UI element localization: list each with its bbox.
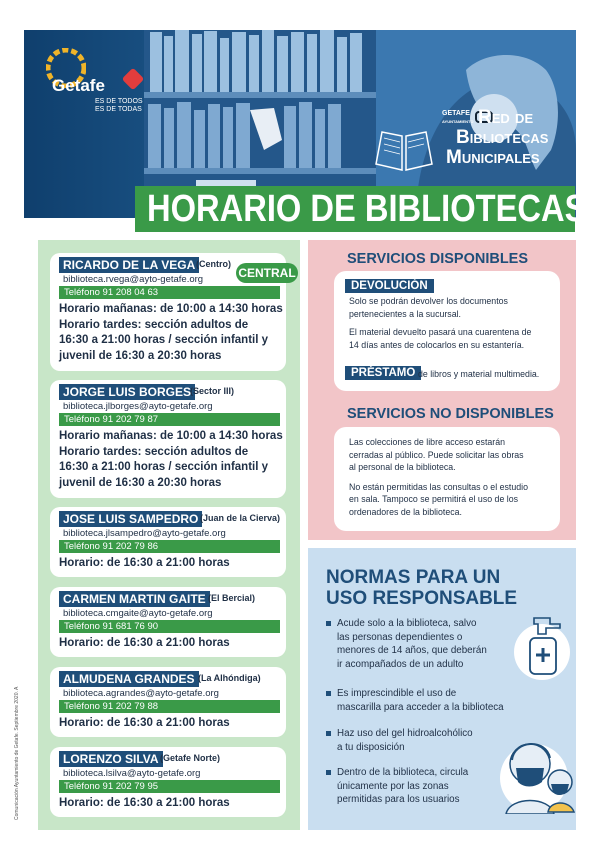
library-phone[interactable]: Teléfono 91 202 79 86 — [59, 540, 280, 553]
rule-item: Haz uso del gel hidroalcohólico a tu disposición — [328, 727, 508, 754]
network-title: Red de Bibliotecas Municipales — [446, 107, 549, 168]
open-book-icon — [374, 130, 434, 174]
logo-tagline: ES DE TODOS ES DE TODAS — [95, 98, 143, 113]
library-email[interactable]: biblioteca.cmgaite@ayto-getafe.org — [63, 608, 213, 619]
services-unavailable-heading: SERVICIOS NO DISPONIBLES — [347, 406, 554, 422]
library-zone: (Centro) — [196, 259, 231, 269]
masked-people-icon — [496, 722, 578, 814]
library-email[interactable]: biblioteca.rvega@ayto-getafe.org — [63, 274, 204, 285]
library-zone: (La Alhóndiga) — [198, 673, 261, 683]
library-name: RICARDO DE LA VEGA — [59, 257, 199, 273]
library-hours: Horario: de 16:30 a 21:00 horas — [59, 557, 230, 569]
library-zone: (El Bercial) — [208, 593, 256, 603]
library-hours: Horario mañanas: de 10:00 a 14:30 horas Horario tardes: sección adultos de 16:30 a 21:00 horas / sección infantil y juvenil de 16:30 a 20:30 horas — [59, 430, 283, 489]
rules-title: NORMAS PARA UN USO RESPONSABLE — [326, 567, 518, 609]
library-phone[interactable]: Teléfono 91 202 79 87 — [59, 413, 280, 426]
library-name: ALMUDENA GRANDES — [59, 671, 199, 687]
ayuntamiento-label: GETAFE AYUNTAMIENTO — [442, 110, 474, 124]
library-email[interactable]: biblioteca.jlborges@ayto-getafe.org — [63, 401, 213, 412]
sanitizer-icon — [510, 612, 570, 682]
credit-text: Comunicación Ayuntamiento de Getafe. Septiembre 2020. A — [14, 686, 20, 820]
return-label: DEVOLUCIÓN — [345, 279, 434, 293]
loan-label: PRÉSTAMO — [345, 366, 421, 380]
library-zone: (Getafe Norte) — [160, 753, 221, 763]
library-phone[interactable]: Teléfono 91 681 76 90 — [59, 620, 280, 633]
library-hours: Horario: de 16:30 a 21:00 horas — [59, 637, 230, 649]
unavailable-text: Las colecciones de libre acceso estarán cerradas al público. Puede solicitar las obras al personal de la biblioteca. No están permitidas las consultas o el estudio en sala. Tampoco se permitirá el uso de los ordenadores de la biblioteca. — [349, 437, 528, 517]
library-email[interactable]: biblioteca.agrandes@ayto-getafe.org — [63, 688, 219, 699]
library-hours: Horario: de 16:30 a 21:00 horas — [59, 717, 230, 729]
library-phone[interactable]: Teléfono 91 202 79 88 — [59, 700, 280, 713]
library-card — [50, 747, 286, 817]
central-badge: CENTRAL — [236, 263, 298, 283]
logo-name: Getafe — [52, 76, 105, 95]
library-name: JOSE LUIS SAMPEDRO — [59, 511, 202, 527]
page-title-bar — [135, 186, 587, 232]
library-card — [50, 507, 286, 577]
page-title: HORARIO DE BIBLIOTECAS — [147, 187, 587, 230]
library-name: CARMEN MARTIN GAITE — [59, 591, 210, 607]
library-card — [50, 380, 286, 498]
library-name: JORGE LUIS BORGES — [59, 384, 195, 400]
rule-item: Dentro de la biblioteca, circula únicamente por las zonas permitidas para los usuarios — [328, 766, 508, 807]
library-phone[interactable]: Teléfono 91 208 04 63 — [59, 286, 280, 299]
library-card — [50, 587, 286, 657]
library-zone: (Juan de la Cierva) — [200, 513, 281, 523]
return-text: Solo se podrán devolver los documentos pertenecientes a la sucursal. El material devuelto pasará una cuarentena de 14 días antes de colocarlos en su estantería. — [349, 296, 532, 350]
library-name: LORENZO SILVA — [59, 751, 163, 767]
rule-item: Es imprescindible el uso de mascarilla para acceder a la biblioteca — [328, 687, 528, 714]
library-zone: (Sector III) — [190, 386, 235, 396]
library-email[interactable]: biblioteca.jlsampedro@ayto-getafe.org — [63, 528, 226, 539]
loan-text: de libros y material multimedia. — [418, 369, 540, 379]
library-card — [50, 667, 286, 737]
library-email[interactable]: biblioteca.lsilva@ayto-getafe.org — [63, 768, 201, 779]
library-phone[interactable]: Teléfono 91 202 79 95 — [59, 780, 280, 793]
services-available-heading: SERVICIOS DISPONIBLES — [347, 251, 529, 267]
library-hours: Horario: de 16:30 a 21:00 horas — [59, 797, 230, 809]
rule-item: Acude solo a la biblioteca, salvo las personas dependientes o menores de 14 años, que deberán ir acompañados de un adulto — [328, 617, 508, 671]
library-hours: Horario mañanas: de 10:00 a 14:30 horas Horario tardes: sección adultos de 16:30 a 21:00 horas / sección infantil y juvenil de 16:30 a 20:30 horas — [59, 303, 283, 362]
